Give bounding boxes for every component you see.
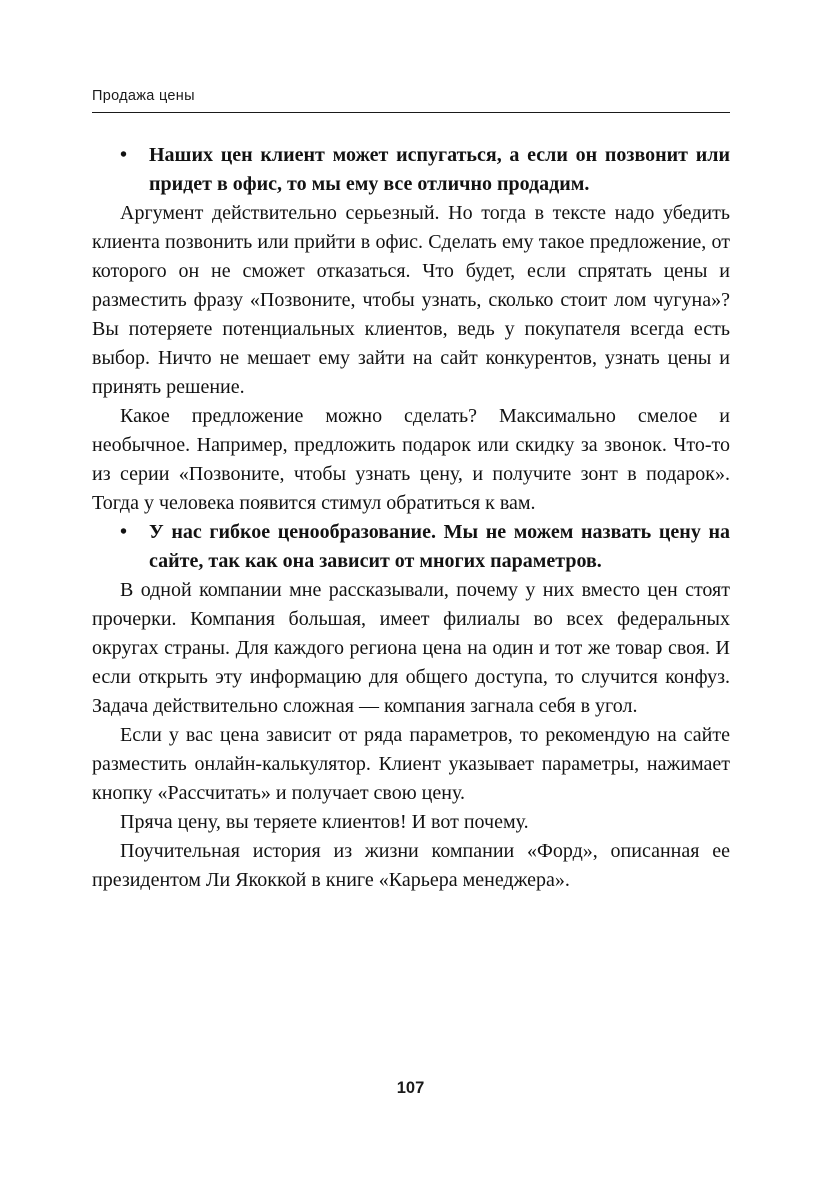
running-head-title: Продажа цены (92, 88, 195, 104)
running-head-rule (92, 112, 730, 113)
bullet-text: Наших цен клиент может испугаться, а если он позвонит или придет в офис, то мы ему все отлично продадим. (149, 144, 730, 195)
bullet-icon: • (120, 521, 128, 543)
paragraph: Если у вас цена зависит от ряда параметров, то рекомендую на сайте разместить онлайн-калькулятор. Клиент указывает параметры, нажимает кнопку «Рассчитать» и получает свою цену. (92, 724, 730, 804)
paragraph: Пряча цену, вы теряете клиентов! И вот почему. (120, 811, 529, 833)
bullet-item (92, 141, 730, 199)
page-number: 107 (396, 1079, 425, 1097)
page-body (92, 141, 730, 895)
bullet-text: У нас гибкое ценообразование. Мы не можем назвать цену на сайте, так как она зависит от многих параметров. (149, 521, 730, 572)
bullet-item (92, 518, 730, 576)
running-head (92, 88, 730, 113)
paragraph: Какое предложение можно сделать? Максимально смелое и необычное. Например, предложить подарок или скидку за звонок. Что-то из серии «Позвоните, чтобы узнать цену, и получите зонт в подарок». Тогда у человека появится стимул обратиться к вам. (92, 405, 730, 514)
bullet-icon: • (120, 144, 128, 166)
paragraph: В одной компании мне рассказывали, почему у них вместо цен стоят прочерки. Компания большая, имеет филиалы во всех федеральных округах страны. Для каждого региона цена на один и тот же товар своя. И если открыть эту информацию для общего доступа, то случится конфуз. Задача действительно сложная — компания загнала себя в угол. (92, 579, 730, 717)
paragraph: Аргумент действительно серьезный. Но тогда в тексте надо убедить клиента позвонить или прийти в офис. Сделать ему такое предложение, от которого он не сможет отказаться. Что будет, если спрятать цены и разместить фразу «Позвоните, чтобы узнать, сколько стоит лом чугуна»? Вы потеряете потенциальных клиентов, ведь у покупателя всегда есть выбор. Ничто не мешает ему зайти на сайт конкурентов, узнать цены и принять решение. (92, 202, 730, 398)
paragraph: Поучительная история из жизни компании «Форд», описанная ее президентом Ли Якоккой в книге «Карьера менеджера». (92, 840, 730, 891)
